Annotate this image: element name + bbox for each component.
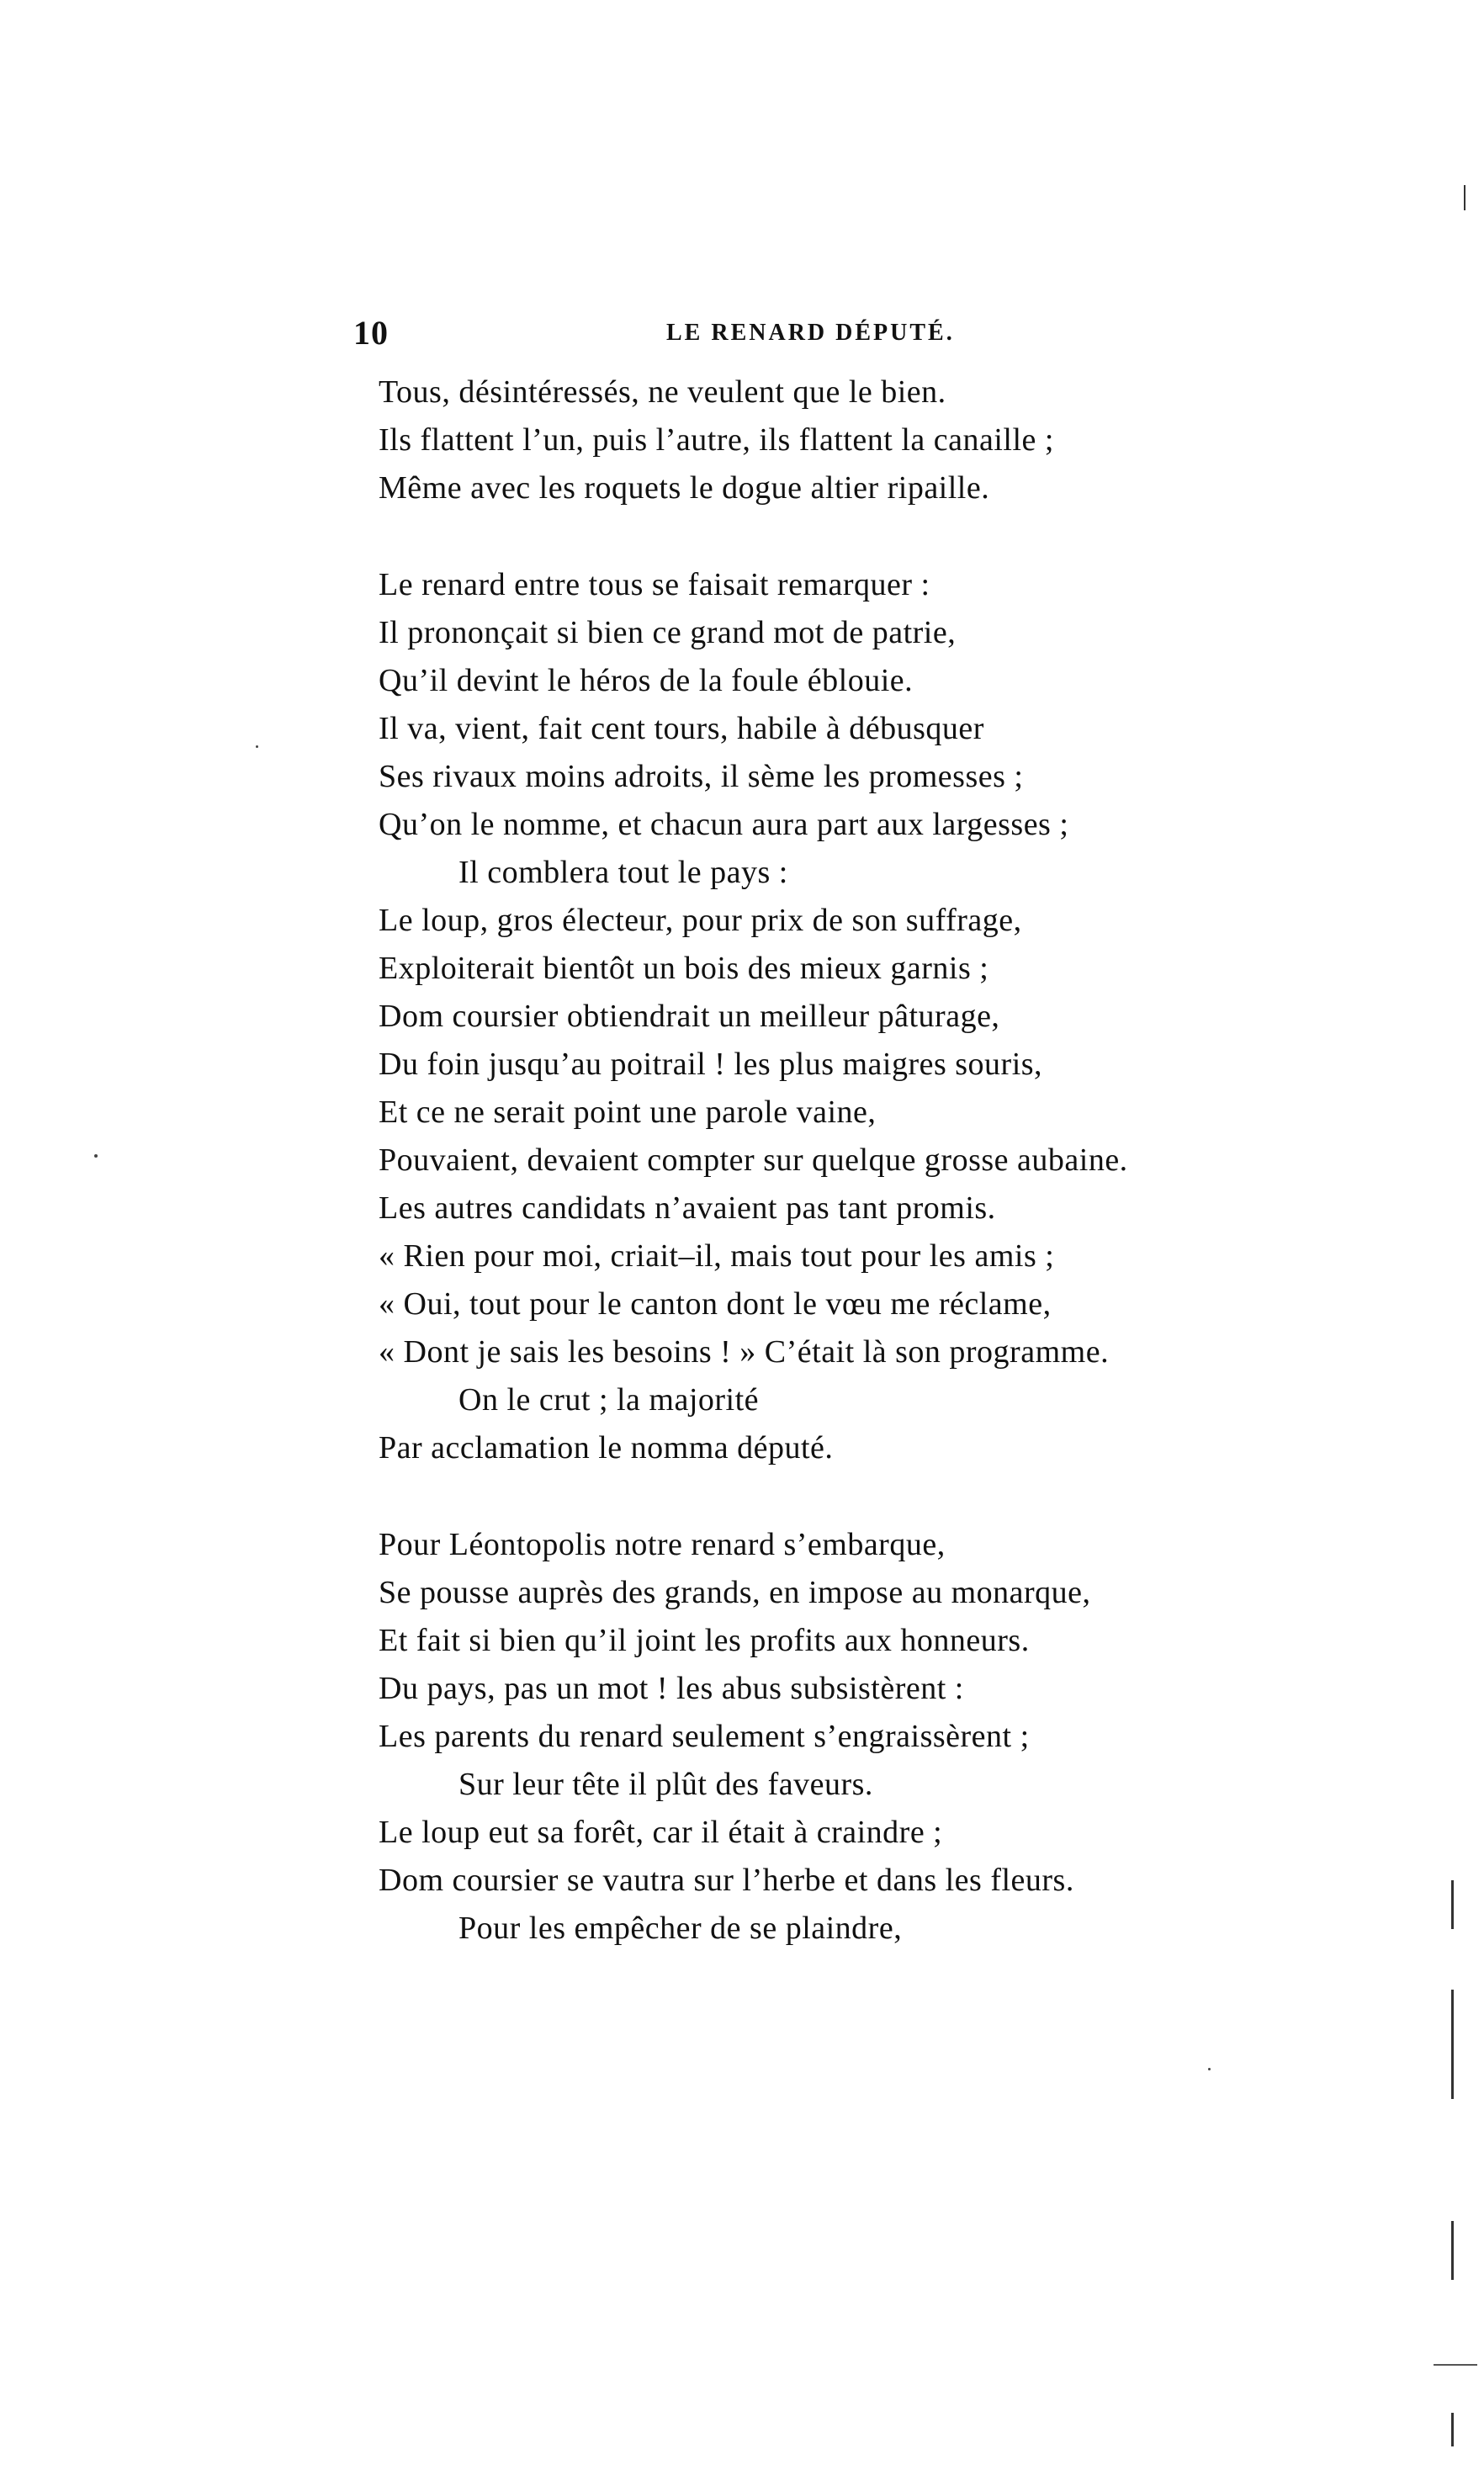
verse-line: Il comblera tout le pays :	[458, 855, 788, 890]
verse-line: Les parents du renard seulement s’engraissèrent ;	[379, 1719, 1030, 1754]
stanza	[379, 368, 1304, 512]
verse-line: Et ce ne serait point une parole vaine,	[379, 1095, 877, 1130]
speck	[94, 1154, 98, 1158]
verse-line: Dom coursier se vautra sur l’herbe et dans les fleurs.	[379, 1863, 1074, 1898]
verse-line: Ses rivaux moins adroits, il sème les promesses ;	[379, 759, 1024, 794]
verse-line: « Rien pour moi, criait–il, mais tout pour les amis ;	[379, 1238, 1055, 1274]
page-header	[353, 313, 1195, 363]
verse-line: Exploiterait bientôt un bois des mieux garnis ;	[379, 951, 989, 986]
verse-line: Ils flattent l’un, puis l’autre, ils flattent la canaille ;	[379, 422, 1054, 458]
verse-line: Et fait si bien qu’il joint les profits aux honneurs.	[379, 1623, 1030, 1658]
scan-mark	[1464, 185, 1465, 210]
scan-mark	[1451, 1880, 1454, 1929]
scan-mark	[1451, 1990, 1454, 2099]
stanza	[379, 561, 1304, 1472]
verse-line: Pour Léontopolis notre renard s’embarque,	[379, 1527, 946, 1562]
speck	[1208, 2068, 1211, 2070]
verse-line: Par acclamation le nomma député.	[379, 1430, 834, 1466]
verse-line: Tous, désintéressés, ne veulent que le bien.	[379, 374, 946, 410]
verse-line: On le crut ; la majorité	[458, 1382, 760, 1418]
verse-line: Il va, vient, fait cent tours, habile à débusquer	[379, 711, 984, 746]
speck	[256, 745, 258, 748]
verse-line: « Dont je sais les besoins ! » C’était là son programme.	[379, 1334, 1110, 1370]
scan-mark	[1451, 2413, 1454, 2446]
verse-line: Le loup, gros électeur, pour prix de son suffrage,	[379, 903, 1022, 938]
verse-line: « Oui, tout pour le canton dont le vœu me réclame,	[379, 1286, 1052, 1322]
scan-rule	[1434, 2364, 1477, 2366]
stanza	[379, 1521, 1304, 1953]
poem-text	[379, 368, 1304, 1953]
verse-line: Le renard entre tous se faisait remarquer :	[379, 567, 930, 602]
running-title: LE RENARD DÉPUTÉ.	[666, 320, 955, 346]
verse-line: Qu’il devint le héros de la foule éblouie.	[379, 663, 914, 698]
verse-line: Sur leur tête il plût des faveurs.	[458, 1767, 873, 1802]
verse-line: Du foin jusqu’au poitrail ! les plus maigres souris,	[379, 1047, 1043, 1082]
verse-line: Pour les empêcher de se plaindre,	[458, 1911, 903, 1946]
scan-mark	[1451, 2221, 1454, 2280]
verse-line: Du pays, pas un mot ! les abus subsistèrent :	[379, 1671, 964, 1706]
verse-line: Même avec les roquets le dogue altier ripaille.	[379, 470, 990, 506]
verse-line: Il prononçait si bien ce grand mot de patrie,	[379, 615, 957, 650]
page-number: 10	[353, 314, 389, 352]
verse-line: Pouvaient, devaient compter sur quelque grosse aubaine.	[379, 1142, 1128, 1178]
verse-line: Dom coursier obtiendrait un meilleur pâturage,	[379, 999, 1000, 1034]
verse-line: Qu’on le nomme, et chacun aura part aux largesses ;	[379, 807, 1069, 842]
verse-line: Les autres candidats n’avaient pas tant promis.	[379, 1190, 996, 1226]
verse-line: Le loup eut sa forêt, car il était à craindre ;	[379, 1815, 943, 1850]
verse-line: Se pousse auprès des grands, en impose au monarque,	[379, 1575, 1091, 1610]
